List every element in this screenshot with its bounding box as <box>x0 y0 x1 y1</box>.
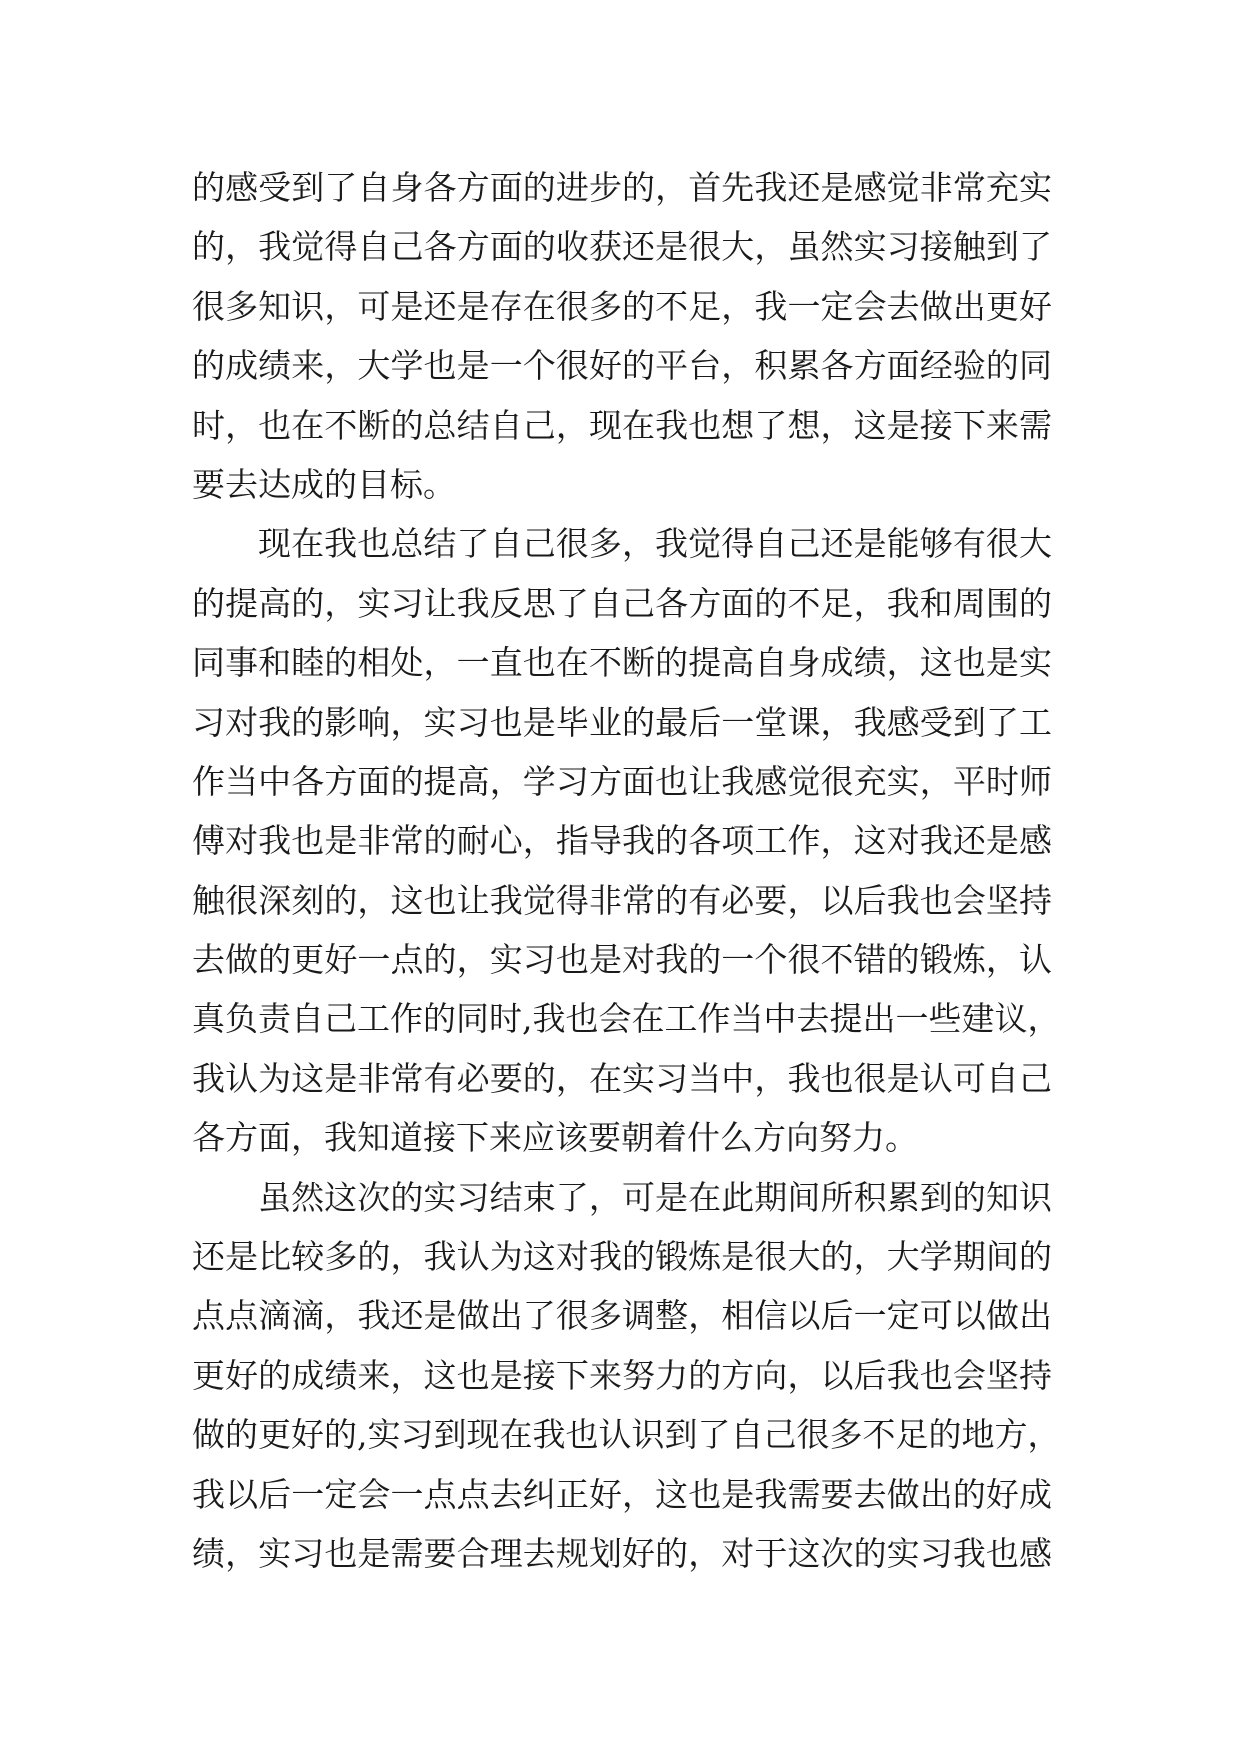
text-line: 还是比较多的，我认为这对我的锻炼是很大的，大学期间的 <box>192 1237 1052 1277</box>
text-line: 我认为这是非常有必要的，在实习当中，我也很是认可自己 <box>192 1058 1052 1098</box>
text-line: 绩，实习也是需要合理去规划好的，对于这次的实习我也感 <box>192 1533 1052 1573</box>
text-line: 要去达成的目标。 <box>192 464 456 504</box>
text-line: 的成绩来，大学也是一个很好的平台，积累各方面经验的同 <box>192 346 1052 386</box>
text-line: 傅对我也是非常的耐心，指导我的各项工作，这对我还是感 <box>192 821 1052 861</box>
text-line: 作当中各方面的提高，学习方面也让我感觉很充实，平时师 <box>192 761 1052 801</box>
paragraph-3 <box>192 1168 1061 1584</box>
text-line: 更好的成绩来，这也是接下来努力的方向，以后我也会坚持 <box>192 1355 1052 1395</box>
text-line: 去做的更好一点的，实习也是对我的一个很不错的锻炼，认 <box>192 940 1052 980</box>
paragraph-1 <box>192 158 1052 514</box>
text-line: 各方面，我知道接下来应该要朝着什么方向努力。 <box>192 1118 918 1158</box>
text-line: 时，也在不断的总结自己，现在我也想了想，这是接下来需 <box>192 405 1052 445</box>
text-line: 很多知识，可是还是存在很多的不足，我一定会去做出更好 <box>192 286 1052 326</box>
text-line: 虽然这次的实习结束了，可是在此期间所积累到的知识 <box>258 1177 1052 1217</box>
text-line: 的提高的，实习让我反思了自己各方面的不足，我和周围的 <box>192 583 1052 623</box>
text-line: 现在我也总结了自己很多，我觉得自己还是能够有很大 <box>258 524 1052 564</box>
text-line: 真负责自己工作的同时,我也会在工作当中去提出一些建议， <box>192 999 1061 1039</box>
text-line: 的感受到了自身各方面的进步的，首先我还是感觉非常充实 <box>192 168 1052 207</box>
text-line: 做的更好的,实习到现在我也认识到了自己很多不足的地方， <box>192 1415 1061 1455</box>
text-line: 触很深刻的，这也让我觉得非常的有必要，以后我也会坚持 <box>192 880 1052 920</box>
text-line: 习对我的影响，实习也是毕业的最后一堂课，我感受到了工 <box>192 702 1052 742</box>
text-line: 点点滴滴，我还是做出了很多调整，相信以后一定可以做出 <box>192 1296 1052 1336</box>
text-line: 的，我觉得自己各方面的收获还是很大，虽然实习接触到了 <box>192 227 1052 267</box>
paragraph-2 <box>192 514 1061 1167</box>
text-line: 同事和睦的相处，一直也在不断的提高自身成绩，这也是实 <box>192 643 1052 683</box>
text-line: 我以后一定会一点点去纠正好，这也是我需要去做出的好成 <box>192 1474 1052 1514</box>
body-text <box>192 158 1061 1583</box>
